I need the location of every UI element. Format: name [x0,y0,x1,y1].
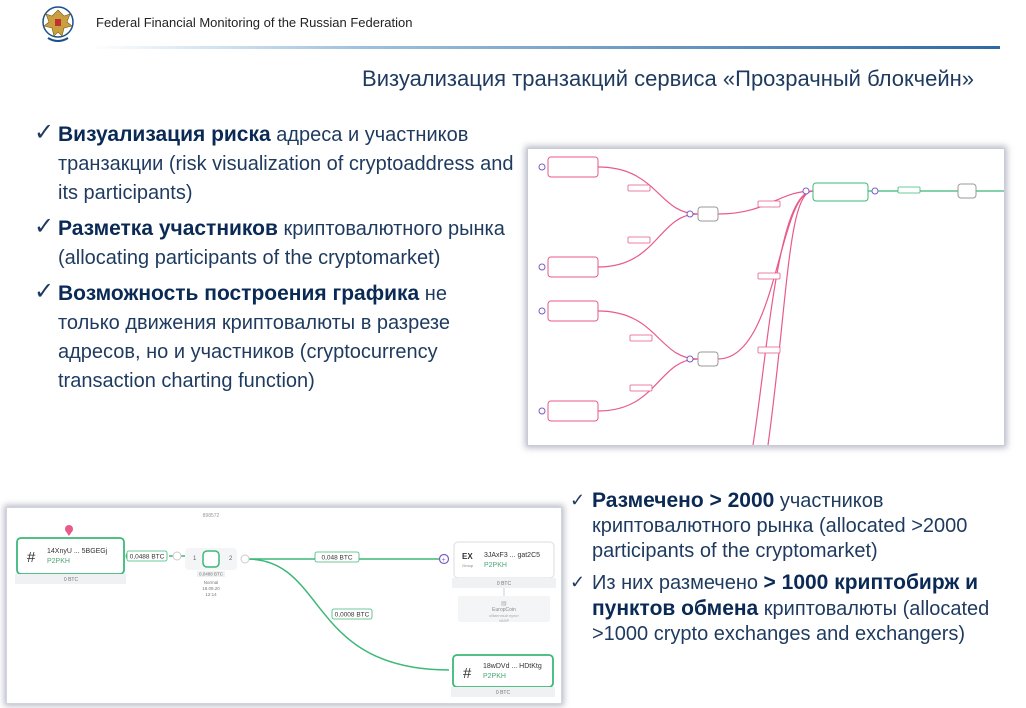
feature-text: не только движения криптовалюты в разрезе адресов, но и участников (cryptocurrency transaction charting function) [58,283,450,392]
source-type: P2PKH [47,558,70,565]
transaction-node[interactable] [203,551,219,567]
right-stats-list [570,488,1020,653]
target-type: P2PKH [483,673,506,680]
left-feature-list [34,120,514,402]
add-icon: + [441,557,446,564]
tx-amount: 0,0488 BTC [198,571,224,577]
transaction-graph-detail [6,507,562,704]
page-title: Визуализация транзакций сервиса «Прозрачный блокчейн» [362,66,974,91]
exchange-desc: обменный пункт [488,613,520,618]
russian-eagle-emblem-icon [40,4,76,44]
stat-bold: Размечено > 2000 [592,489,775,512]
header [0,0,1026,48]
transaction-graph-overview [527,148,1005,446]
hash-icon: # [463,665,472,682]
tx-in-count: 1 [193,556,197,562]
checkmark-icon: ✓ [34,213,55,240]
exchange-badge-sub: Group [462,563,474,568]
target-address[interactable]: 18wDVd ... HDtKtg [483,663,542,670]
stat-text: криптовалюты (allocated >1000 crypto exchanges and exchangers) [592,598,990,645]
amount-label: 0,0008 BTC [334,611,370,619]
tx-date: 18.09.20 [202,586,220,591]
exchange-name: EuropCoin [492,607,516,613]
stat-item-participants [570,488,1020,564]
stat-text: участников криптовалютного рынка (allocated >2000 participants of the cryptomarket) [592,490,968,562]
source-balance: 0 BTC [63,577,79,583]
stat-bold: > 1000 криптобирж и пунктов обмена [592,571,979,620]
checkmark-icon: ✓ [570,490,586,510]
feature-bold: Разметка участников [58,217,278,240]
feature-item-allocation [34,214,514,273]
graph-detail-drawing [7,508,561,703]
checkmark-icon: ✓ [34,119,55,146]
source-address[interactable]: 14XnyU ... 5BGEGj [47,548,108,555]
header-divider [90,46,1000,49]
checkmark-icon: ✓ [34,278,55,305]
stat-prefix: Из них размечено [592,572,764,594]
tx-out-count: 2 [229,556,233,562]
exchange-icon: ▤ [501,601,507,607]
tx-id: 898572 [202,513,220,519]
amount-label: 0,048 BTC [321,554,353,562]
exchange-type: P2PKH [484,562,507,569]
feature-text: криптовалютного рынка (allocating participants of the cryptomarket) [58,218,505,269]
feature-text: адреса и участников транзакции (risk visualization of cryptoaddress and its participants) [58,124,514,204]
tx-time: 12:14 [205,592,217,597]
location-pin-icon [65,525,73,536]
stat-item-exchanges [570,570,1020,647]
feature-item-risk [34,120,514,208]
amount-label: 0,0488 BTC [129,553,165,561]
organization-name: Federal Financial Monitoring of the Russian Federation [96,15,413,30]
exchange-risk: VASP [498,618,510,623]
exchange-address[interactable]: 3JAxF3 ... gat2C5 [484,552,541,559]
checkmark-icon: ✓ [570,572,586,592]
feature-bold: Возможность построения графика [58,282,420,305]
target-balance: 0 BTC [495,690,511,696]
hash-icon: # [27,549,36,566]
exchange-balance: 0 BTC [496,581,512,587]
tx-status: Normal [203,580,219,585]
graph-overview-drawing [528,149,1004,445]
feature-item-charting [34,279,514,396]
feature-bold: Визуализация риска [58,123,271,146]
exchange-badge-icon: EX [462,552,473,561]
